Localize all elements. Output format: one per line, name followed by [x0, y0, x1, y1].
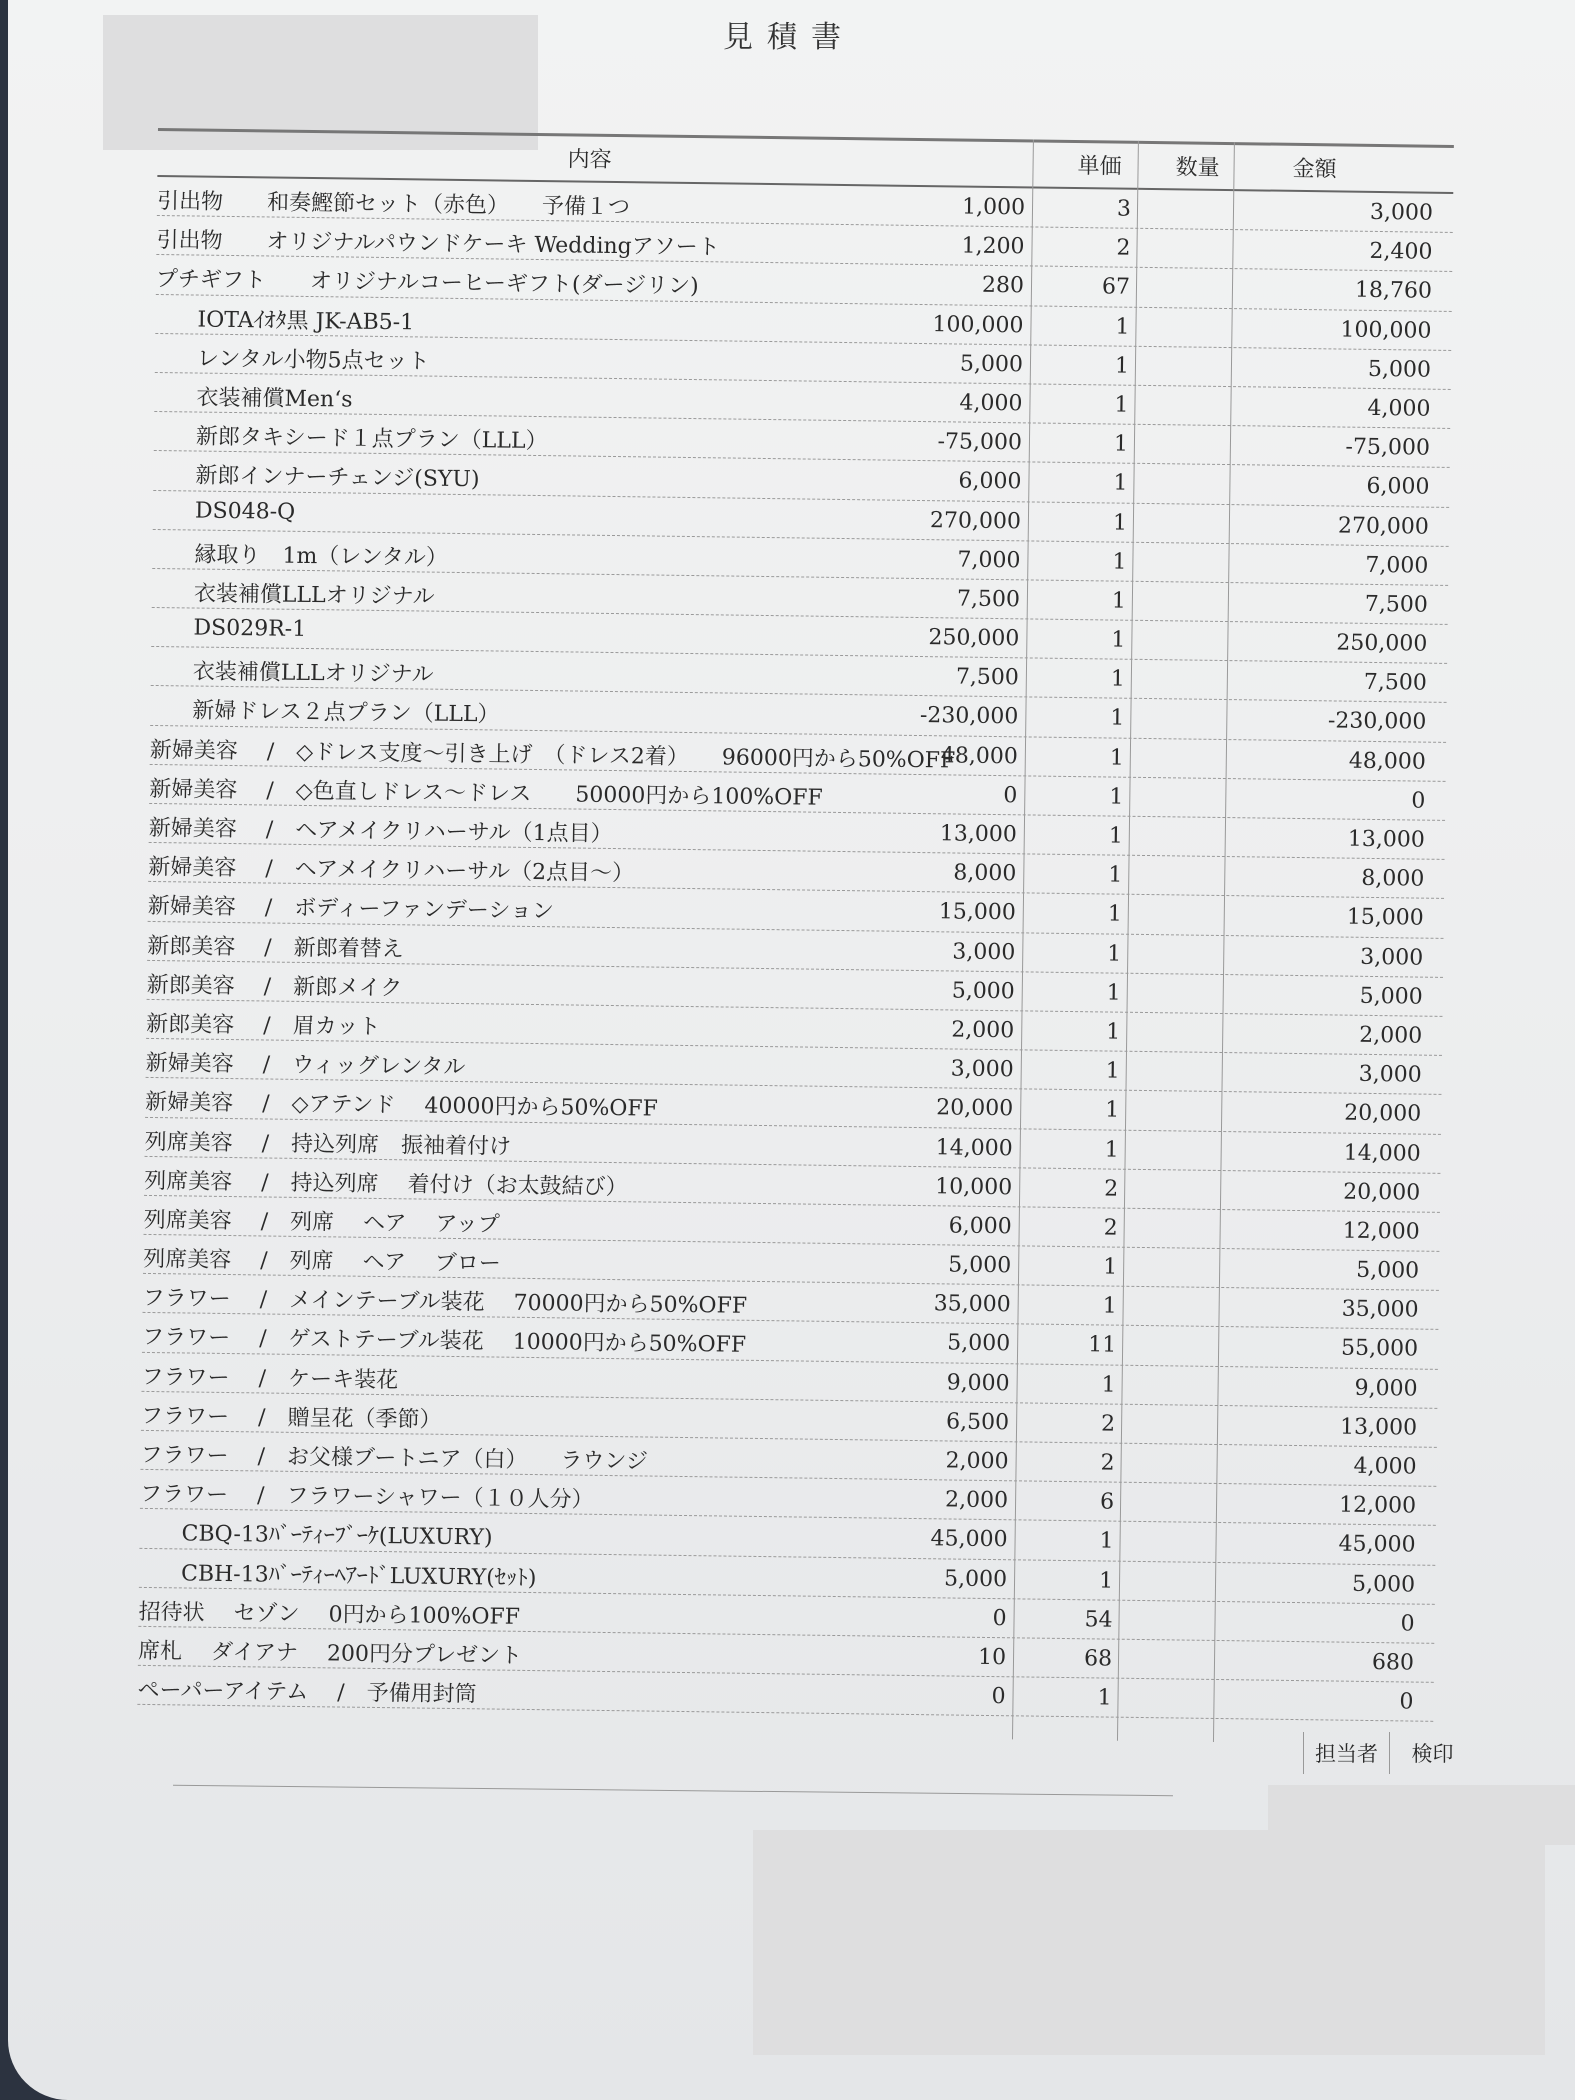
row-amount: 7,000: [1365, 552, 1429, 579]
row-amount: 680: [1371, 1649, 1415, 1676]
inspection-box: 検印: [1389, 1732, 1475, 1774]
estimate-table: [137, 128, 1454, 1722]
row-quantity: 1: [1108, 862, 1123, 888]
row-unit-price: 5,000: [948, 1252, 1012, 1279]
row-description: 列席美容 / 列席 ヘア ブロー: [143, 1246, 502, 1277]
row-quantity: 1: [1107, 901, 1122, 928]
row-description: 衣装補償LLLオリジナル: [193, 581, 435, 610]
row-amount: 14,000: [1343, 1140, 1421, 1167]
row-quantity: 1: [1111, 627, 1126, 653]
row-unit-price: 6,000: [948, 1213, 1012, 1240]
row-quantity: 1: [1106, 1019, 1121, 1045]
row-amount: 5,000: [1359, 983, 1423, 1010]
header-unit-price: 単価: [1077, 154, 1122, 180]
row-quantity: 2: [1100, 1411, 1116, 1437]
row-unit-price: 5,000: [951, 978, 1015, 1005]
row-unit-price: 5,000: [947, 1330, 1011, 1357]
row-amount: 2,000: [1359, 1022, 1423, 1049]
row-amount: 15,000: [1346, 905, 1424, 932]
row-description: 席札 ダイアナ 200円分プレゼント: [137, 1638, 523, 1669]
row-quantity: 1: [1112, 549, 1127, 575]
row-unit-price: 8,000: [953, 860, 1017, 887]
redacted-region: [753, 1830, 1545, 2055]
row-unit-price: 4,000: [959, 390, 1023, 417]
row-description: 新郎美容 / 新郎メイク: [146, 972, 403, 1002]
row-quantity: 1: [1097, 1685, 1112, 1711]
row-amount: 12,000: [1338, 1492, 1417, 1519]
row-quantity: 1: [1102, 1293, 1117, 1319]
row-description: 新婦美容 / ◇色直しドレス～ドレス 50000円から100%OFF: [149, 776, 823, 811]
row-amount: 4,000: [1367, 395, 1431, 422]
row-description: フラワー / お父様ブートニア（白） ラウンジ: [140, 1442, 649, 1475]
row-description: 衣装補償Men‘s: [196, 385, 353, 413]
row-quantity: 1: [1103, 1254, 1118, 1280]
row-unit-price: 14,000: [935, 1134, 1013, 1161]
row-description: 引出物 オリジナルパウンドケーキ Weddingアソート: [156, 228, 720, 261]
row-unit-price: 7,000: [957, 547, 1021, 574]
row-description: フラワー / ケーキ装花: [141, 1364, 399, 1393]
row-quantity: 1: [1109, 745, 1125, 771]
header-amount: 金額: [1292, 156, 1337, 183]
row-unit-price: 10,000: [935, 1173, 1013, 1200]
row-unit-price: 9,000: [946, 1370, 1010, 1396]
table-body: [137, 177, 1453, 1722]
row-amount: 0: [1411, 788, 1426, 814]
row-description: CBH-13ﾊﾞｰﾃｨｰﾍｱｰﾄﾞLUXURY(ｾｯﾄ): [180, 1560, 537, 1591]
row-unit-price: 1,000: [961, 194, 1026, 221]
row-description: 新婦美容 / ボディーファンデーション: [147, 894, 555, 925]
row-quantity: 1: [1113, 470, 1128, 497]
row-description: プチギフト オリジナルコーヒーギフト(ダージリン): [155, 267, 699, 300]
row-amount: -230,000: [1327, 708, 1427, 736]
row-unit-price: 1,200: [961, 233, 1025, 260]
row-unit-price: 10: [977, 1644, 1007, 1671]
row-amount: 3,000: [1358, 1061, 1422, 1088]
header-quantity: 数量: [1175, 155, 1220, 181]
row-description: 引出物 和奏鰹節セット（赤色） 予備１つ: [156, 188, 631, 221]
row-amount: 100,000: [1340, 317, 1432, 344]
row-description: 新婦美容 / ◇アテンド 40000円から50%OFF: [145, 1090, 659, 1122]
row-description: 新郎インナーチェンジ(SYU): [195, 463, 480, 493]
row-amount: 4,000: [1353, 1453, 1417, 1480]
row-description: 列席美容 / 持込列席 着付け（お太鼓結び）: [144, 1168, 628, 1200]
row-amount: 20,000: [1344, 1100, 1422, 1127]
row-amount: 35,000: [1341, 1296, 1419, 1323]
row-quantity: 2: [1116, 235, 1131, 261]
row-quantity: 3: [1116, 196, 1132, 222]
row-unit-price: 2,000: [944, 1487, 1009, 1514]
row-description: ペーパーアイテム / 予備用封筒: [137, 1677, 477, 1708]
row-quantity: 1: [1110, 666, 1126, 692]
row-description: 新婦ドレス２点プラン（LLL）: [192, 698, 500, 728]
row-description: 新婦美容 / ◇ドレス支度～引き上げ （ドレス2着） 96000円から50%OFF: [149, 737, 956, 774]
row-amount: 5,000: [1351, 1571, 1416, 1598]
row-unit-price: 6,500: [945, 1409, 1010, 1436]
row-amount: 6,000: [1366, 474, 1430, 500]
row-amount: 45,000: [1338, 1531, 1416, 1558]
row-description: 縁取り 1m（レンタル）: [194, 542, 448, 571]
row-quantity: 6: [1099, 1489, 1115, 1515]
row-amount: 2,400: [1369, 239, 1433, 265]
row-quantity: 1: [1114, 353, 1130, 379]
row-unit-price: 5,000: [943, 1565, 1008, 1592]
row-unit-price: 7,500: [955, 664, 1020, 691]
row-unit-price: 7,500: [956, 586, 1021, 613]
row-description: 新郎美容 / 新郎着替え: [147, 933, 404, 962]
row-amount: 48,000: [1348, 748, 1426, 775]
row-unit-price: 0: [992, 1605, 1007, 1631]
row-unit-price: 3,000: [952, 939, 1016, 965]
row-amount: 250,000: [1336, 630, 1428, 657]
row-amount: 20,000: [1343, 1179, 1421, 1206]
row-unit-price: -230,000: [919, 703, 1019, 730]
row-description: DS048-Q: [194, 498, 296, 525]
row-quantity: 1: [1114, 392, 1129, 418]
row-quantity: 1: [1111, 588, 1127, 614]
row-quantity: 1: [1104, 1136, 1119, 1163]
row-quantity: 54: [1084, 1607, 1113, 1633]
row-description: フラワー / フラワーシャワー（１０人分）: [139, 1482, 594, 1514]
row-description: DS029R-1: [193, 615, 307, 643]
row-unit-price: 0: [1003, 782, 1018, 809]
row-quantity: 67: [1101, 274, 1131, 301]
row-unit-price: 280: [981, 273, 1025, 299]
row-unit-price: 48,000: [940, 742, 1019, 769]
row-quantity: 1: [1113, 431, 1129, 457]
row-amount: 5,000: [1356, 1257, 1420, 1284]
row-quantity: 2: [1104, 1176, 1119, 1202]
divider-line: [173, 1785, 1173, 1796]
row-amount: 5,000: [1367, 356, 1432, 383]
approval-boxes: [1303, 1732, 1475, 1774]
row-quantity: 1: [1108, 823, 1123, 849]
row-unit-price: 2,000: [945, 1448, 1009, 1475]
row-amount: 3,000: [1369, 199, 1434, 226]
estimate-sheet: [8, 0, 1575, 2100]
row-amount: 0: [1399, 1689, 1414, 1715]
row-unit-price: 20,000: [936, 1095, 1014, 1122]
staff-box: 担当者: [1303, 1732, 1389, 1774]
row-amount: -75,000: [1345, 434, 1431, 461]
row-quantity: 2: [1100, 1450, 1115, 1476]
row-unit-price: 45,000: [930, 1526, 1008, 1553]
row-amount: 7,500: [1364, 591, 1429, 618]
row-unit-price: 2,000: [951, 1017, 1015, 1044]
row-quantity: 2: [1103, 1215, 1118, 1241]
row-description: 列席美容 / 列席 ヘア アップ: [143, 1207, 501, 1238]
row-description: レンタル小物5点セット: [196, 346, 430, 375]
row-quantity: 1: [1101, 1372, 1116, 1398]
row-amount: 18,760: [1354, 278, 1433, 305]
row-amount: 8,000: [1361, 866, 1425, 892]
row-quantity: 1: [1110, 705, 1125, 732]
row-description: IOTAｲｵﾀ黒 JK-AB5-1: [197, 307, 415, 335]
row-description: 新婦美容 / ウィッグレンタル: [145, 1051, 466, 1081]
row-quantity: 1: [1115, 314, 1130, 340]
row-amount: 13,000: [1347, 826, 1425, 853]
row-description: フラワー / メインテーブル装花 70000円から50%OFF: [142, 1286, 748, 1320]
row-unit-price: 270,000: [929, 507, 1022, 534]
row-description: 新郎美容 / 眉カット: [146, 1011, 381, 1040]
row-unit-price: 15,000: [938, 899, 1016, 926]
row-amount: 13,000: [1339, 1414, 1418, 1441]
row-description: 新郎タキシード１点プラン（LLL）: [195, 424, 548, 455]
row-quantity: 11: [1087, 1332, 1117, 1359]
row-quantity: 1: [1098, 1568, 1114, 1594]
row-amount: 3,000: [1360, 944, 1424, 971]
row-description: フラワー / 贈呈花（季節）: [140, 1403, 442, 1433]
row-description: CBQ-13ﾊﾞｰﾃｨｰﾌﾞｰｹ(LUXURY): [181, 1521, 493, 1551]
row-amount: 9,000: [1354, 1375, 1418, 1402]
row-amount: 55,000: [1340, 1336, 1419, 1363]
row-unit-price: 6,000: [958, 468, 1022, 495]
row-description: 招待状 セゾン 0円から100%OFF: [138, 1599, 521, 1630]
row-quantity: 1: [1107, 941, 1122, 967]
row-unit-price: 3,000: [950, 1056, 1014, 1083]
row-unit-price: 250,000: [928, 625, 1020, 652]
row-quantity: 68: [1083, 1646, 1113, 1672]
row-quantity: 1: [1106, 980, 1121, 1006]
row-amount: 12,000: [1342, 1218, 1420, 1245]
row-unit-price: 5,000: [959, 351, 1024, 378]
row-description: 新婦美容 / ヘアメイクリハーサル（2点目～）: [148, 855, 635, 887]
row-quantity: 1: [1099, 1528, 1114, 1555]
row-unit-price: 100,000: [932, 311, 1024, 338]
row-amount: 270,000: [1337, 512, 1430, 540]
row-unit-price: 13,000: [939, 821, 1017, 848]
document-title: 見積書: [723, 20, 855, 55]
row-unit-price: 35,000: [933, 1291, 1011, 1318]
row-description: フラワー / ゲストテーブル装花 10000円から50%OFF: [141, 1325, 747, 1359]
row-unit-price: -75,000: [937, 429, 1023, 456]
row-quantity: 1: [1105, 1058, 1120, 1084]
row-amount: 7,500: [1363, 670, 1428, 696]
row-description: 新婦美容 / ヘアメイクリハーサル（1点目）: [148, 815, 613, 848]
row-quantity: 1: [1112, 510, 1128, 536]
row-quantity: 1: [1105, 1097, 1120, 1123]
row-description: 衣装補償LLLオリジナル: [192, 659, 434, 688]
row-quantity: 1: [1109, 784, 1124, 810]
row-amount: 0: [1400, 1611, 1415, 1637]
row-unit-price: 0: [991, 1684, 1006, 1710]
header-description: 内容: [567, 147, 612, 173]
row-description: 列席美容 / 持込列席 振袖着付け: [144, 1129, 512, 1160]
